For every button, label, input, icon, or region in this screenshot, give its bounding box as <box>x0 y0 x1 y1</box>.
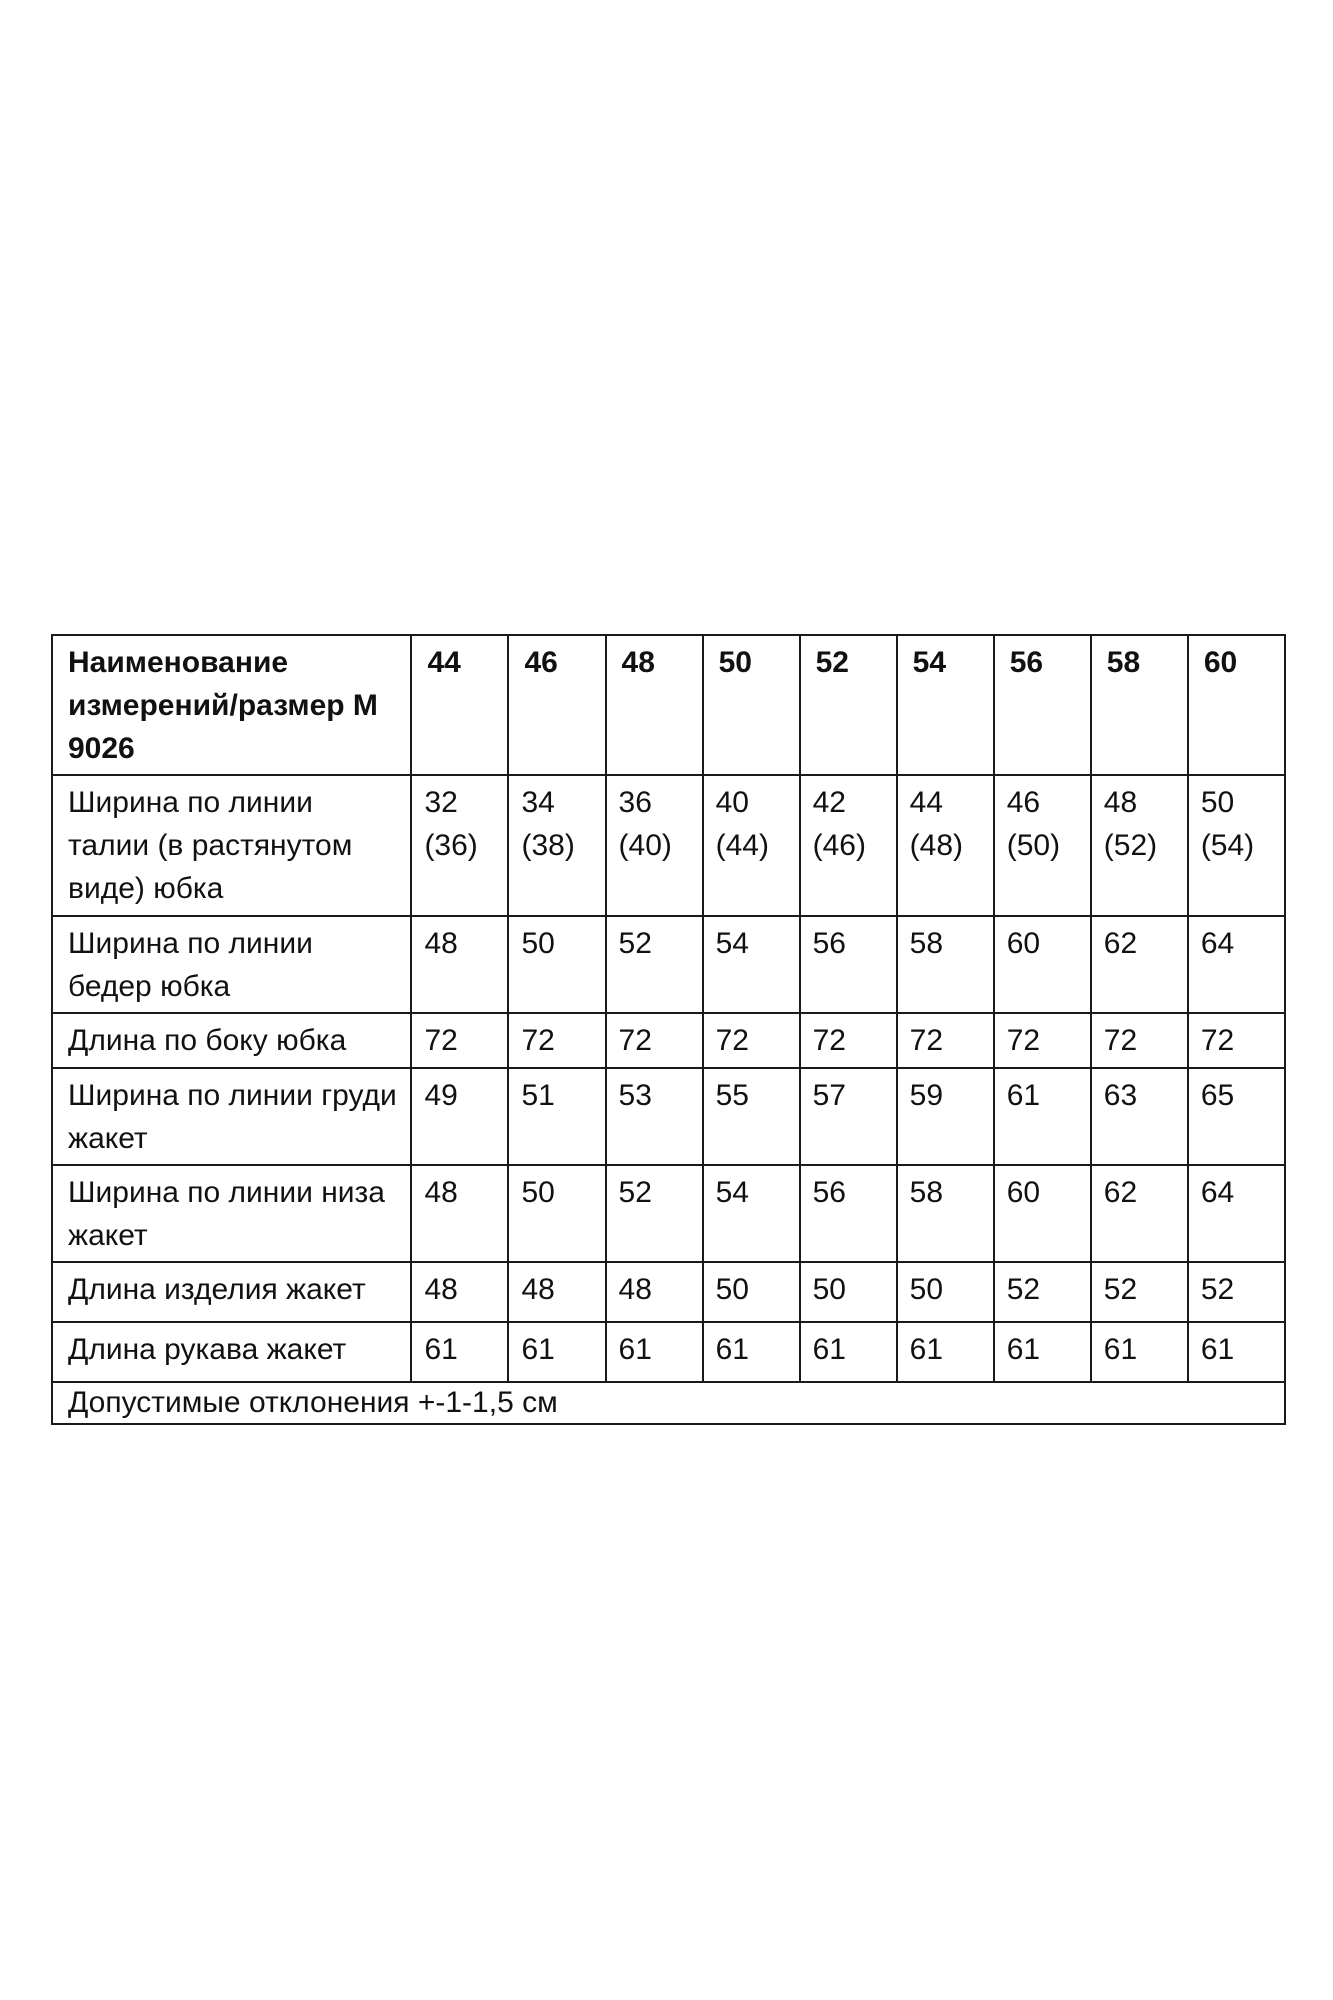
measurement-value: 57 <box>800 1068 897 1165</box>
measurement-value: 64 <box>1188 916 1285 1013</box>
size-header: 56 <box>994 635 1091 775</box>
measurement-value: 48 <box>411 916 508 1013</box>
measurement-value: 54 <box>703 1165 800 1262</box>
measurement-value: 52 <box>1091 1262 1188 1322</box>
measurement-value: 72 <box>897 1013 994 1068</box>
measurement-value: 61 <box>800 1322 897 1382</box>
measurement-value: 62 <box>1091 916 1188 1013</box>
measurement-value: 61 <box>411 1322 508 1382</box>
table-row <box>52 1322 1285 1382</box>
measurement-value: 61 <box>897 1322 994 1382</box>
measurement-value: 51 <box>508 1068 605 1165</box>
measurement-value: 61 <box>994 1068 1091 1165</box>
measurement-value: 72 <box>800 1013 897 1068</box>
measurement-label: Длина по боку юбка <box>52 1013 411 1068</box>
size-header: 52 <box>800 635 897 775</box>
measurement-value: 72 <box>1188 1013 1285 1068</box>
measurement-label: Ширина по линии талии (в растянутом виде) юбка <box>52 775 411 916</box>
measurement-value: 56 <box>800 1165 897 1262</box>
measurement-label: Ширина по линии низа жакет <box>52 1165 411 1262</box>
measurement-value: 72 <box>411 1013 508 1068</box>
measurement-value: 61 <box>1188 1322 1285 1382</box>
measurement-label: Ширина по линии бедер юбка <box>52 916 411 1013</box>
measurement-value: 64 <box>1188 1165 1285 1262</box>
measurement-value: 48 <box>508 1262 605 1322</box>
measurement-value: 61 <box>994 1322 1091 1382</box>
size-header: 54 <box>897 635 994 775</box>
measurement-value: 40 (44) <box>703 775 800 916</box>
measurement-value: 49 <box>411 1068 508 1165</box>
table-row <box>52 775 1285 916</box>
header-label: Наименование измерений/размер М 9026 <box>52 635 411 775</box>
measurement-value: 59 <box>897 1068 994 1165</box>
measurement-value: 52 <box>606 1165 703 1262</box>
measurement-value: 52 <box>994 1262 1091 1322</box>
measurement-value: 52 <box>1188 1262 1285 1322</box>
measurement-label: Ширина по линии груди жакет <box>52 1068 411 1165</box>
size-header: 48 <box>606 635 703 775</box>
measurement-value: 61 <box>606 1322 703 1382</box>
measurement-value: 50 (54) <box>1188 775 1285 916</box>
measurement-value: 72 <box>606 1013 703 1068</box>
measurement-value: 63 <box>1091 1068 1188 1165</box>
size-chart-table <box>51 634 1286 1425</box>
measurement-value: 55 <box>703 1068 800 1165</box>
measurement-value: 48 <box>411 1262 508 1322</box>
measurement-value: 65 <box>1188 1068 1285 1165</box>
measurement-value: 61 <box>508 1322 605 1382</box>
size-header: 50 <box>703 635 800 775</box>
measurement-label: Длина рукава жакет <box>52 1322 411 1382</box>
measurement-value: 42 (46) <box>800 775 897 916</box>
measurement-value: 58 <box>897 916 994 1013</box>
table-row <box>52 1262 1285 1322</box>
table-row <box>52 916 1285 1013</box>
footer-row <box>52 1382 1285 1424</box>
size-header: 46 <box>508 635 605 775</box>
measurement-value: 32 (36) <box>411 775 508 916</box>
measurement-value: 60 <box>994 916 1091 1013</box>
table-row <box>52 1165 1285 1262</box>
measurement-value: 50 <box>703 1262 800 1322</box>
measurement-value: 46 (50) <box>994 775 1091 916</box>
size-header: 58 <box>1091 635 1188 775</box>
measurement-value: 44 (48) <box>897 775 994 916</box>
measurement-value: 62 <box>1091 1165 1188 1262</box>
measurement-label: Длина изделия жакет <box>52 1262 411 1322</box>
measurement-value: 72 <box>508 1013 605 1068</box>
measurement-value: 72 <box>1091 1013 1188 1068</box>
table-row <box>52 1013 1285 1068</box>
measurement-value: 50 <box>508 916 605 1013</box>
tolerance-note: Допустимые отклонения +-1-1,5 см <box>52 1382 1285 1424</box>
size-header: 60 <box>1188 635 1285 775</box>
measurement-value: 34 (38) <box>508 775 605 916</box>
measurement-value: 50 <box>897 1262 994 1322</box>
measurement-value: 36 (40) <box>606 775 703 916</box>
measurement-value: 53 <box>606 1068 703 1165</box>
header-row <box>52 635 1285 775</box>
measurement-value: 58 <box>897 1165 994 1262</box>
measurement-value: 60 <box>994 1165 1091 1262</box>
measurement-value: 72 <box>703 1013 800 1068</box>
measurement-value: 52 <box>606 916 703 1013</box>
measurement-value: 50 <box>508 1165 605 1262</box>
size-header: 44 <box>411 635 508 775</box>
table-row <box>52 1068 1285 1165</box>
measurement-value: 48 <box>606 1262 703 1322</box>
measurement-value: 61 <box>1091 1322 1188 1382</box>
measurement-value: 54 <box>703 916 800 1013</box>
measurement-value: 61 <box>703 1322 800 1382</box>
measurement-value: 48 <box>411 1165 508 1262</box>
measurement-value: 56 <box>800 916 897 1013</box>
measurement-value: 72 <box>994 1013 1091 1068</box>
measurement-value: 48 (52) <box>1091 775 1188 916</box>
measurement-value: 50 <box>800 1262 897 1322</box>
